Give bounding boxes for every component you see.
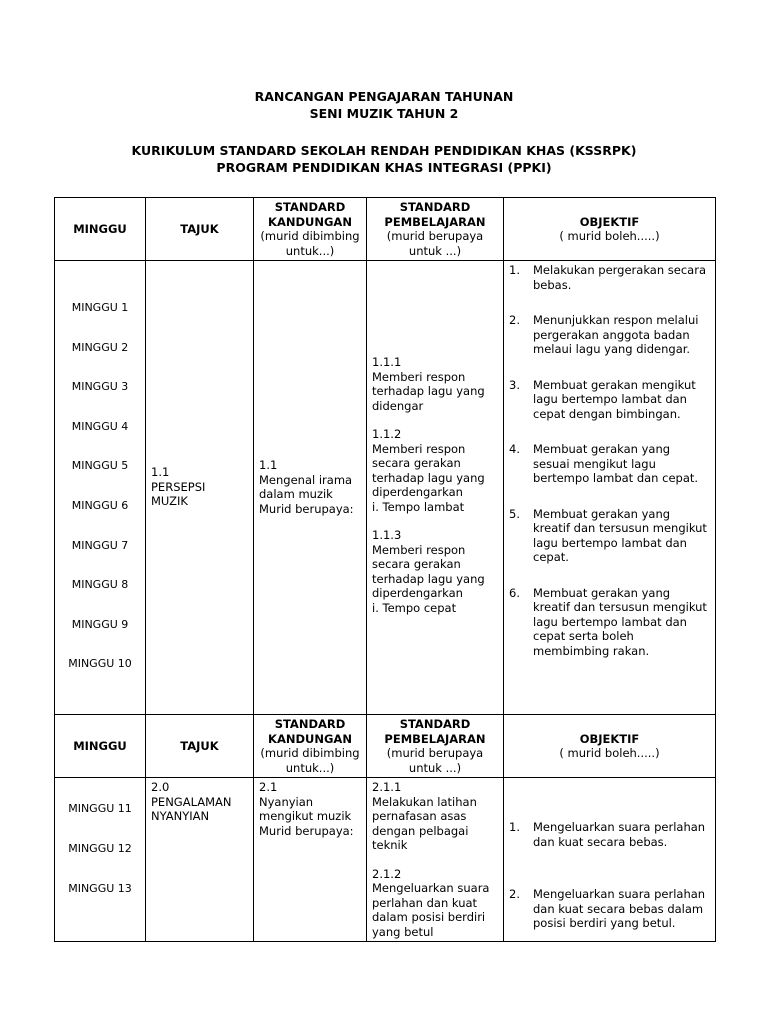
title-line-2: SENI MUZIK TAHUN 2 — [309, 106, 459, 121]
header-minggu: MINGGU — [55, 715, 146, 778]
week-label: MINGGU 2 — [71, 341, 129, 354]
list-item: 1. Melakukan pergerakan secara bebas. — [509, 263, 706, 292]
sp-block: 2.1.2 Mengeluarkan suara perlahan dan kuat dalam posisi berdiri yang betul — [372, 866, 490, 939]
list-item: 2. Mengeluarkan suara perlahan dan kuat secara bebas dalam posisi berdiri yang betul. — [509, 887, 706, 930]
standard-pembelajaran-cell-1 — [367, 261, 504, 715]
standard-kandungan-cell-1: 1.1 Mengenal irama dalam muzik Murid berupaya: — [254, 261, 367, 715]
header-tajuk: TAJUK — [146, 198, 254, 261]
tajuk-cell-1: 1.1 PERSEPSI MUZIK — [146, 261, 254, 715]
standard-kandungan-cell-2: 2.1 Nyanyian mengikut muzik Murid berupaya: — [254, 778, 367, 942]
list-item: 1. Mengeluarkan suara perlahan dan kuat secara bebas. — [509, 820, 706, 849]
table-row-section-2 — [55, 778, 716, 942]
week-label: MINGGU 6 — [71, 499, 129, 512]
sp-block: 1.1.3 Memberi respon secara gerakan terhadap lagu yang diperdengarkan i. Tempo cepat — [372, 528, 485, 615]
table-row-section-1 — [55, 261, 716, 715]
week-label: MINGGU 10 — [68, 657, 132, 670]
header-standard-kandungan: STANDARD KANDUNGAN (murid dibimbing untuk...) — [254, 198, 367, 261]
standard-pembelajaran-cell-2 — [367, 778, 504, 942]
list-item: 6. Membuat gerakan yang kreatif dan tersusun mengikut lagu bertempo lambat dan cepat serta boleh membimbing rakan. — [509, 585, 707, 658]
objective-list — [509, 263, 710, 658]
header-minggu: MINGGU — [55, 198, 146, 261]
title-line-4: PROGRAM PENDIDIKAN KHAS INTEGRASI (PPKI) — [216, 160, 552, 175]
header-standard-kandungan: STANDARD KANDUNGAN (murid dibimbing untuk...) — [254, 715, 367, 778]
week-label: MINGGU 8 — [71, 578, 129, 591]
list-item: 4. Membuat gerakan yang sesuai mengikut lagu bertempo lambat dan cepat. — [509, 442, 699, 485]
objective-list — [509, 820, 710, 931]
table-header-row — [55, 198, 716, 261]
week-label: MINGGU 11 — [68, 802, 132, 815]
tajuk-cell-2: 2.0 PENGALAMAN NYANYIAN — [146, 778, 254, 942]
weeks-cell-2 — [55, 778, 146, 942]
title-line-1: RANCANGAN PENGAJARAN TAHUNAN — [254, 89, 514, 104]
table-header-row-repeat — [55, 715, 716, 778]
week-label: MINGGU 7 — [71, 539, 129, 552]
sp-block: 1.1.2 Memberi respon secara gerakan terhadap lagu yang diperdengarkan i. Tempo lambat — [372, 427, 485, 514]
week-label: MINGGU 13 — [68, 882, 132, 895]
header-standard-pembelajaran: STANDARD PEMBELAJARAN (murid berupaya untuk ...) — [367, 715, 504, 778]
weeks-cell-1 — [55, 261, 146, 715]
objektif-cell-2 — [504, 778, 716, 942]
curriculum-title — [0, 142, 768, 176]
header-objektif: OBJEKTIF ( murid boleh.....) — [504, 715, 716, 778]
week-label: MINGGU 3 — [71, 380, 129, 393]
document-title — [0, 88, 768, 122]
list-item: 5. Membuat gerakan yang kreatif dan tersusun mengikut lagu bertempo lambat dan cepat. — [509, 506, 707, 564]
week-label: MINGGU 1 — [71, 301, 129, 314]
title-line-3: KURIKULUM STANDARD SEKOLAH RENDAH PENDIDIKAN KHAS (KSSRPK) — [131, 143, 637, 158]
week-label: MINGGU 9 — [71, 618, 129, 631]
lesson-plan-table — [54, 197, 716, 942]
week-label: MINGGU 12 — [68, 842, 132, 855]
header-standard-pembelajaran: STANDARD PEMBELAJARAN (murid berupaya untuk ...) — [367, 198, 504, 261]
sp-block: 2.1.1 Melakukan latihan pernafasan asas dengan pelbagai teknik — [372, 780, 477, 852]
objektif-cell-1 — [504, 261, 716, 715]
week-label: MINGGU 4 — [71, 420, 129, 433]
header-objektif: OBJEKTIF ( murid boleh.....) — [504, 198, 716, 261]
list-item: 3. Membuat gerakan mengikut lagu bertempo lambat dan cepat dengan bimbingan. — [509, 377, 696, 421]
header-tajuk: TAJUK — [146, 715, 254, 778]
sp-block: 1.1.1 Memberi respon terhadap lagu yang didengar — [372, 355, 485, 413]
week-label: MINGGU 5 — [71, 459, 129, 472]
list-item: 2. Menunjukkan respon melalui pergerakan anggota badan melaui lagu yang didengar. — [509, 313, 699, 356]
